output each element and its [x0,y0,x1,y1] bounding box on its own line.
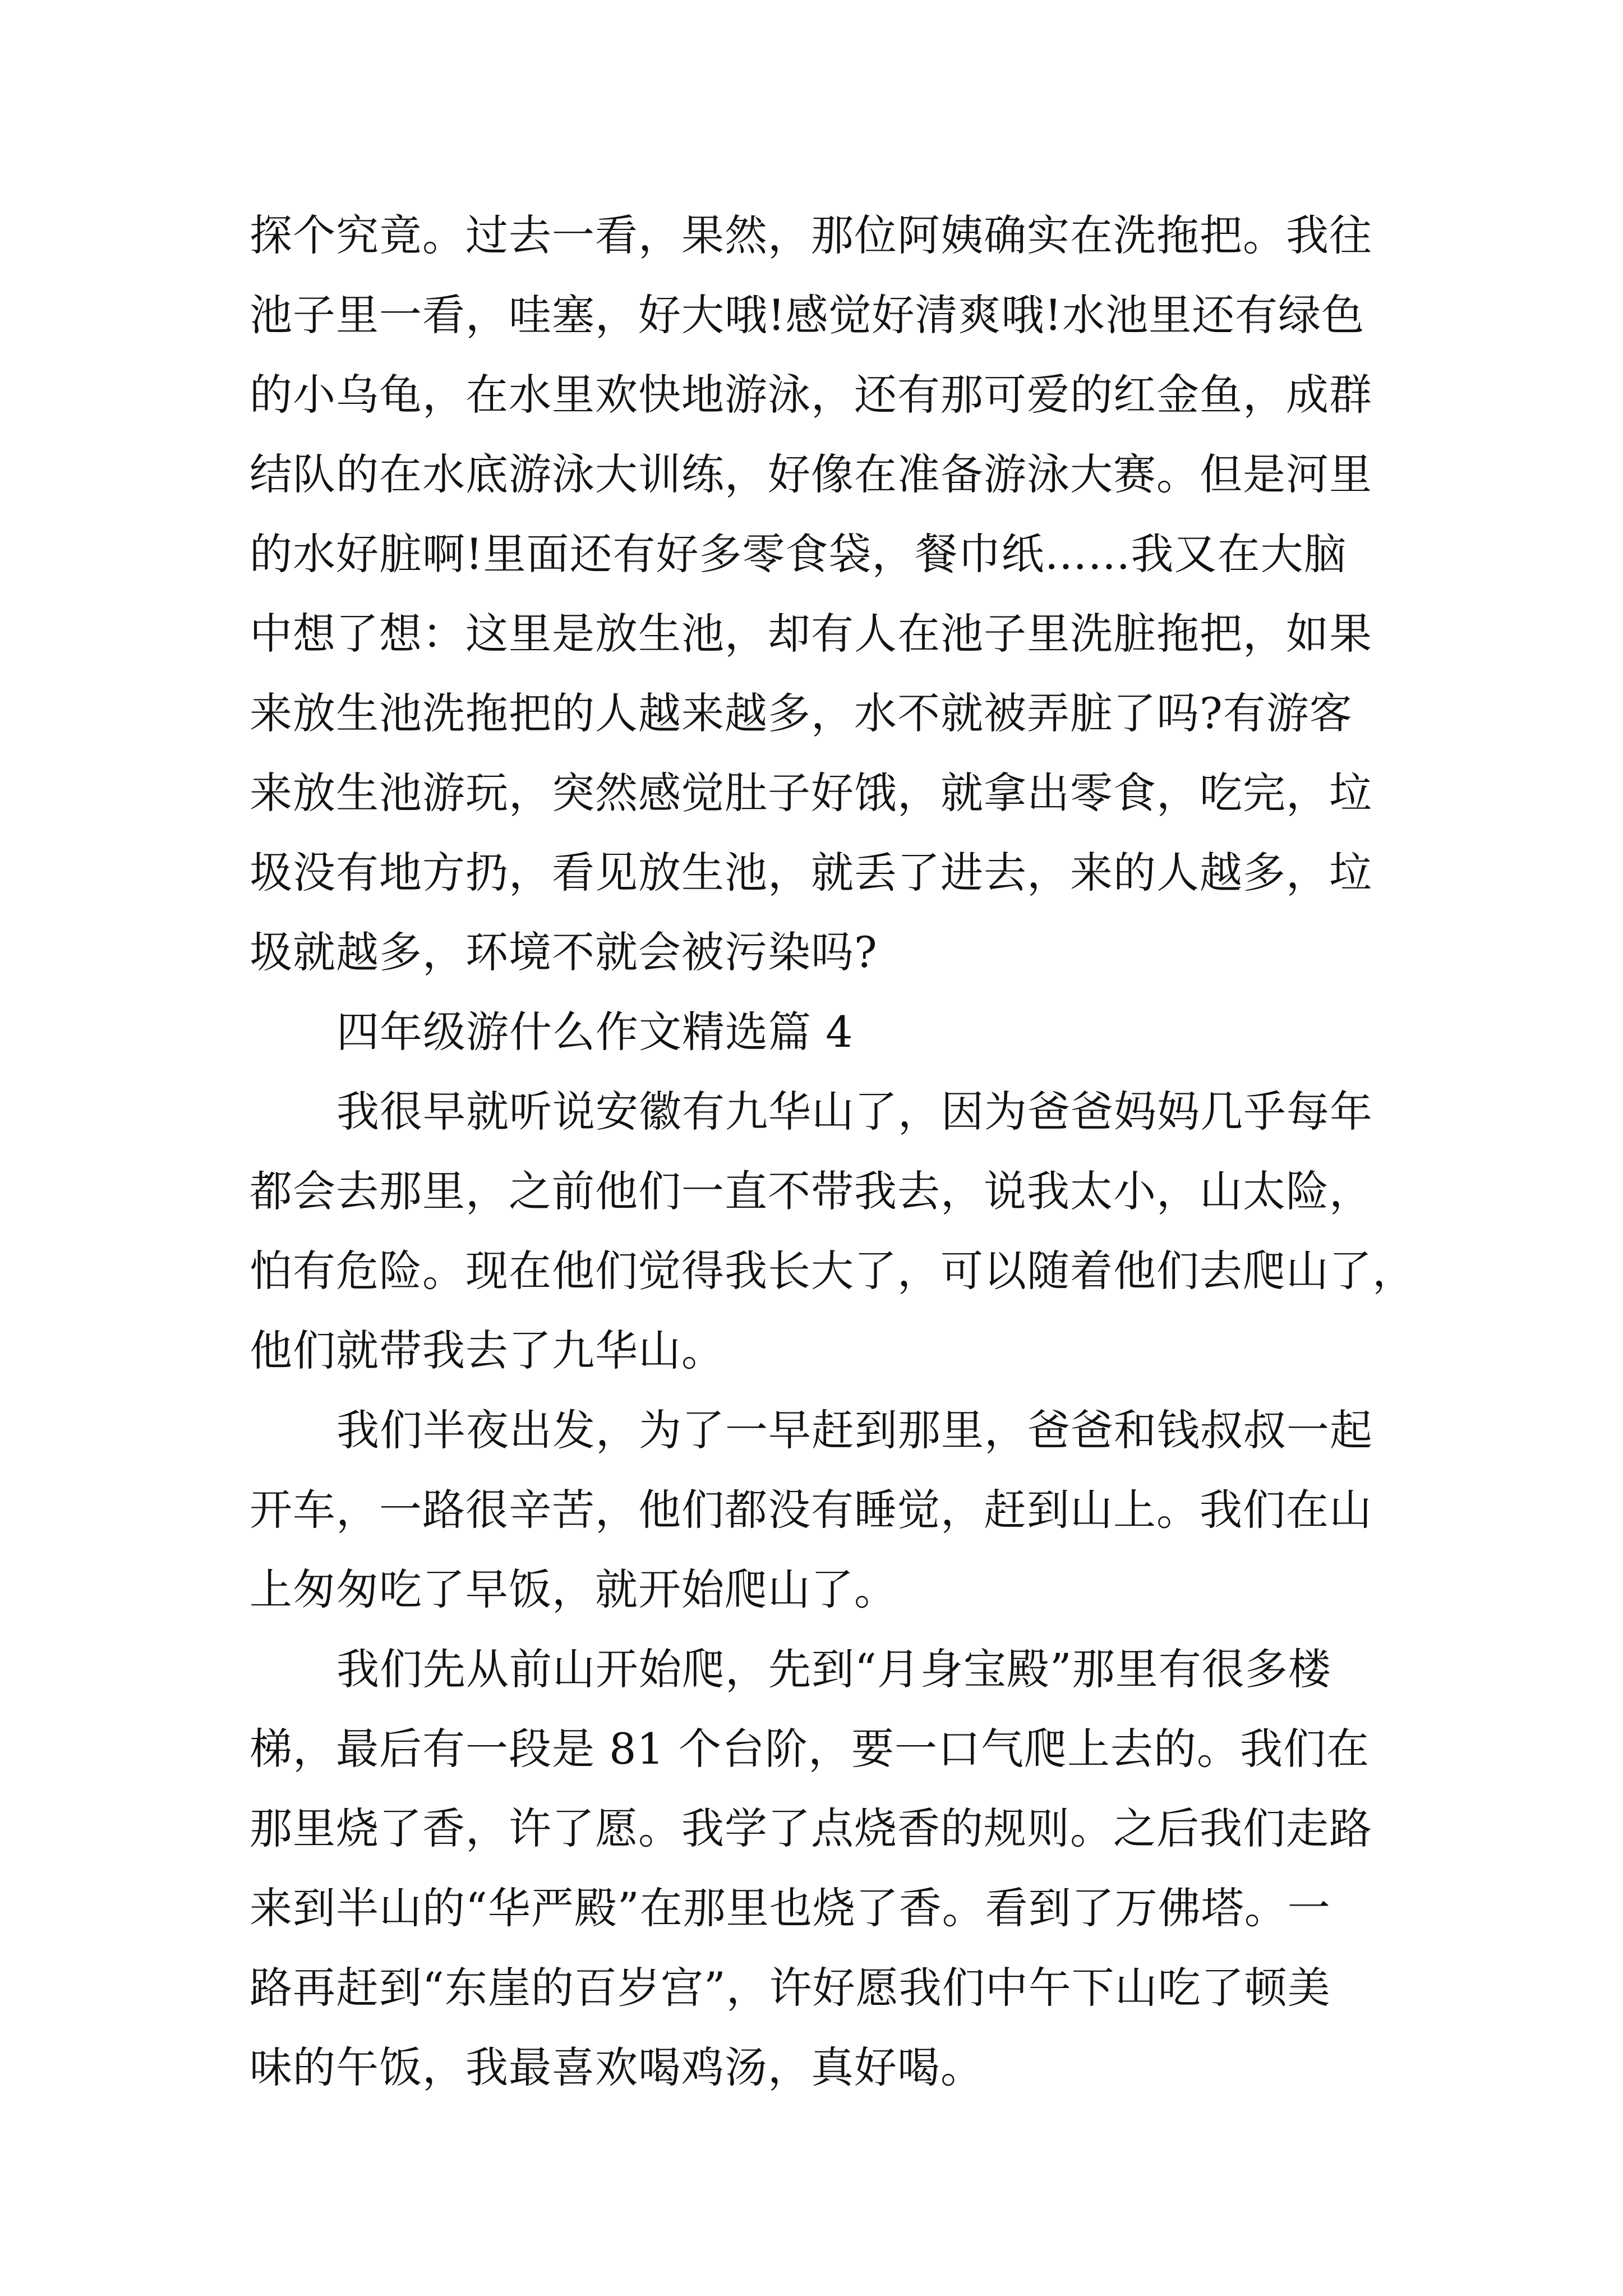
text-line: 来放生池游玩，突然感觉肚子好饿，就拿出零食，吃完，垃 [250,768,1372,818]
text-line: 来放生池洗拖把的人越来越多，水不就被弄脏了吗?有游客 [250,688,1353,738]
section-heading: 四年级游什么作文精选篇 4 [336,1007,854,1057]
text-line: 怕有危险。现在他们觉得我长大了，可以随着他们去爬山了， [250,1246,1415,1296]
text-line: 开车，一路很辛苦，他们都没有睡觉，赶到山上。我们在山 [250,1485,1372,1535]
text-line: 那里烧了香，许了愿。我学了点烧香的规则。之后我们走路 [250,1803,1372,1853]
text-line: 都会去那里，之前他们一直不带我去，说我太小，山太险， [250,1166,1372,1216]
text-line: 上匆匆吃了早饭，就开始爬山了。 [250,1565,897,1614]
text-line: 结队的在水底游泳大训练，好像在准备游泳大赛。但是河里 [250,449,1372,499]
text-line: 中想了想：这里是放生池，却有人在池子里洗脏拖把，如果 [250,609,1372,659]
text-line: 来到半山的“华严殿”在那里也烧了香。看到了万佛塔。一 [250,1883,1331,1933]
text-line: 探个究竟。过去一看，果然，那位阿姨确实在洗拖把。我往 [250,210,1372,260]
text-line: 味的午饭，我最喜欢喝鸡汤，真好喝。 [250,2042,984,2092]
text-line: 池子里一看，哇塞，好大哦!感觉好清爽哦!水池里还有绿色 [250,290,1365,340]
text-line: 圾没有地方扔，看见放生池，就丢了进去，来的人越多，垃 [250,848,1372,898]
text-line: 路再赶到“东崖的百岁宫”，许好愿我们中午下山吃了顿美 [250,1963,1331,2013]
text-line: 我很早就听说安徽有九华山了，因为爸爸妈妈几乎每年 [336,1087,1373,1137]
text-line: 的小乌龟，在水里欢快地游泳，还有那可爱的红金鱼，成群 [250,370,1372,420]
text-line: 圾就越多，环境不就会被污染吗? [250,927,878,977]
text-line: 的水好脏啊!里面还有好多零食袋，餐巾纸……我又在大脑 [250,529,1347,579]
text-line: 我们半夜出发，为了一早赶到那里，爸爸和钱叔叔一起 [336,1405,1373,1455]
text-line: 梯，最后有一段是 81 个台阶，要一口气爬上去的。我们在 [250,1724,1370,1774]
text-line: 我们先从前山开始爬，先到“月身宝殿”那里有很多楼 [336,1644,1331,1694]
text-line: 他们就带我去了九华山。 [250,1326,725,1375]
